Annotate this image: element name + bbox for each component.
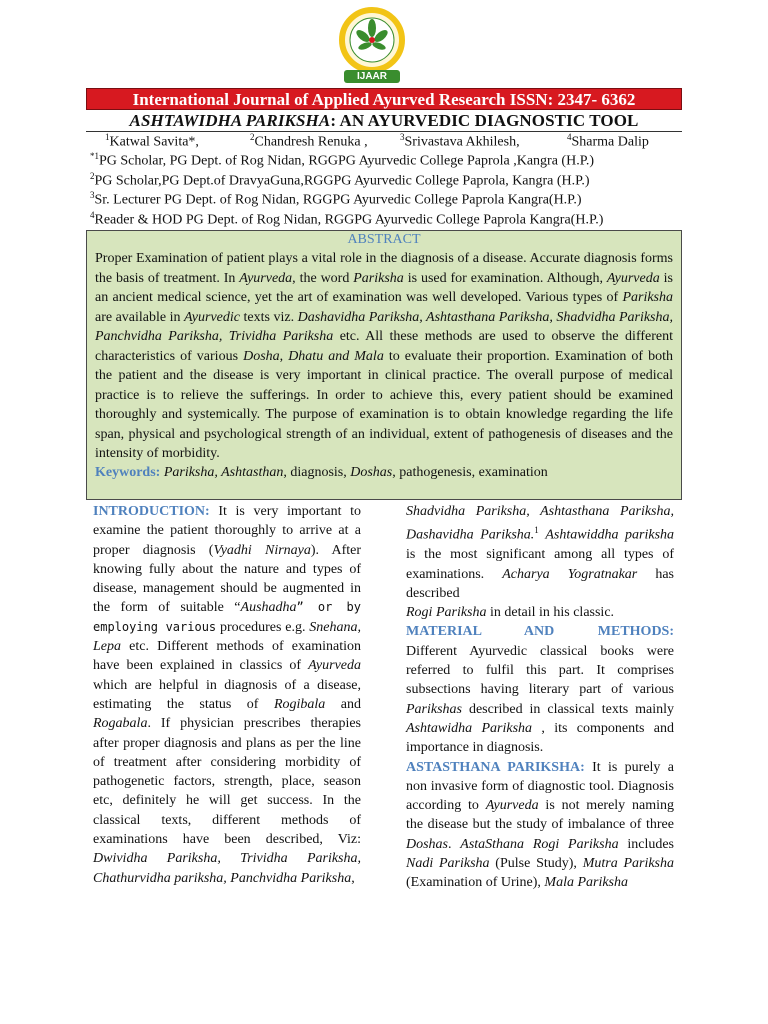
title-italic: ASHTAWIDHA PARIKSHA	[129, 111, 331, 130]
types-continuation: Shadvidha Pariksha, Ashtasthana Pariksha, Dashavidha Pariksha.$^1$ Ashtawiddha pariksha is the most significant among all types of examinations. Acharya Yogratnakar has described	[406, 504, 675, 601]
author-2: $^2$Chandresh Renuka ,	[250, 132, 368, 150]
author-1: $^1$Katwal Savita*,	[105, 132, 199, 150]
title-rest: : AN AYURVEDIC DIAGNOSTIC TOOL	[330, 111, 639, 130]
keywords: Keywords: Pariksha, Ashtasthan, diagnosis, Doshas, pathogenesis, examination	[95, 464, 548, 480]
logo-text: IJAAR	[356, 71, 387, 82]
abstract-heading: ABSTRACT	[347, 232, 421, 247]
affiliation-4: $^4$Reader & HOD PG Dept. of Rog Nidan, RGGPG Ayurvedic College Paprola Kangra(H.P.)	[90, 210, 604, 228]
author-3: $^3$Srivastava Akhilesh,	[400, 132, 520, 150]
left-column	[93, 502, 361, 888]
abstract-box	[86, 230, 682, 500]
material-methods-heading: MATERIAL AND METHODS:	[406, 624, 674, 640]
abstract-text: Proper Examination of patient plays a vital role in the diagnosis of a disease. Accurate diagnosis forms the basis of treatment. In Ayurveda, the word Pariksha is used for examination. Although, Ayurveda is an ancient medical science, yet the art of examination was well developed. Various types of Pariksha are available in Ayurvedic texts viz. Dashavidha Pariksha, Ashtasthana Pariksha, Shadvidha Pariksha, Panchvidha Pariksha, Trividha Pariksha etc. All these methods are used to observe the different characteristics of various Dosha, Dhatu and Mala to evaluate their proportion. Examination of both the patient and the disease is very important in clinical practice. The overall purpose of medical practice is to relieve the sufferings. In order to achieve this, every patient should be examined thoroughly and systemically. The purpose of examination is to obtain knowledge regarding the life span, physical and psychological strength of an individual, extent of pathogenesis of diseases and the intensity of morbidity.	[95, 251, 673, 461]
journal-logo	[334, 6, 410, 86]
introduction-heading: INTRODUCTION:	[93, 504, 210, 519]
paper-title	[86, 111, 682, 132]
astasthana-heading: ASTASTHANA PARIKSHA:	[406, 759, 585, 775]
affiliation-2: $^2$PG Scholar,PG Dept.of DravyaGuna,RGGPG Ayurvedic College Paprola, Kangra (H.P.)	[90, 171, 590, 189]
introduction-paragraph: INTRODUCTION: It is very important to examine the patient thoroughly to arrive at a proper diagnosis (Vyadhi Nirnaya). After knowing fully about the nature and types of disease, management should be augmented in the form of suitable “Aushadha” or by employing various procedures e.g. Snehana, Lepa etc. Different methods of examination have been explained in classics of Ayurveda which are helpful in diagnosis of a disease, estimating the status of Rogibala and Rogabala. If physician prescribes therapies after proper diagnosis and plans as per the line of treatment after considering morbidity of pathogenetic factors, strength, place, season etc, definitely he will get success. In the classical texts, different methods of examinations have been described, Viz: Dwividha Pariksha, Trividha Pariksha, Chathurvidha pariksha, Panchvidha Pariksha,	[93, 504, 362, 886]
rogi-pariksha-line: Rogi Pariksha in detail in his classic.	[406, 605, 615, 621]
right-column	[406, 502, 674, 893]
affiliation-1: $^{*1}$PG Scholar, PG Dept. of Rog Nidan, RGGPG Ayurvedic College Paprola ,Kangra (H.P.)	[90, 151, 595, 169]
journal-header: International Journal of Applied Ayurved Research ISSN: 2347- 6362	[86, 88, 682, 110]
affiliation-3: $^3$Sr. Lecturer PG Dept. of Rog Nidan, RGGPG Ayurvedic College Paprola Kangra(H.P.)	[90, 190, 582, 208]
astasthana-paragraph: ASTASTHANA PARIKSHA: It is purely a non invasive form of diagnostic tool. Diagnosis according to Ayurveda is not merely naming the disease but the study of imbalance of three Doshas. AstaSthana Rogi Pariksha includes Nadi Pariksha (Pulse Study), Mutra Pariksha (Examination of Urine), Mala Pariksha	[406, 759, 675, 891]
keywords-label: Keywords:	[95, 464, 161, 480]
author-4: $^4$Sharma Dalip	[567, 132, 649, 150]
material-methods-paragraph: Different Ayurvedic classical books were referred to fulfil this part. It comprises subsections having literary part of various Parikshas described in classical texts mainly Ashtawidha Pariksha , its components and importance in diagnosis.	[406, 643, 674, 756]
